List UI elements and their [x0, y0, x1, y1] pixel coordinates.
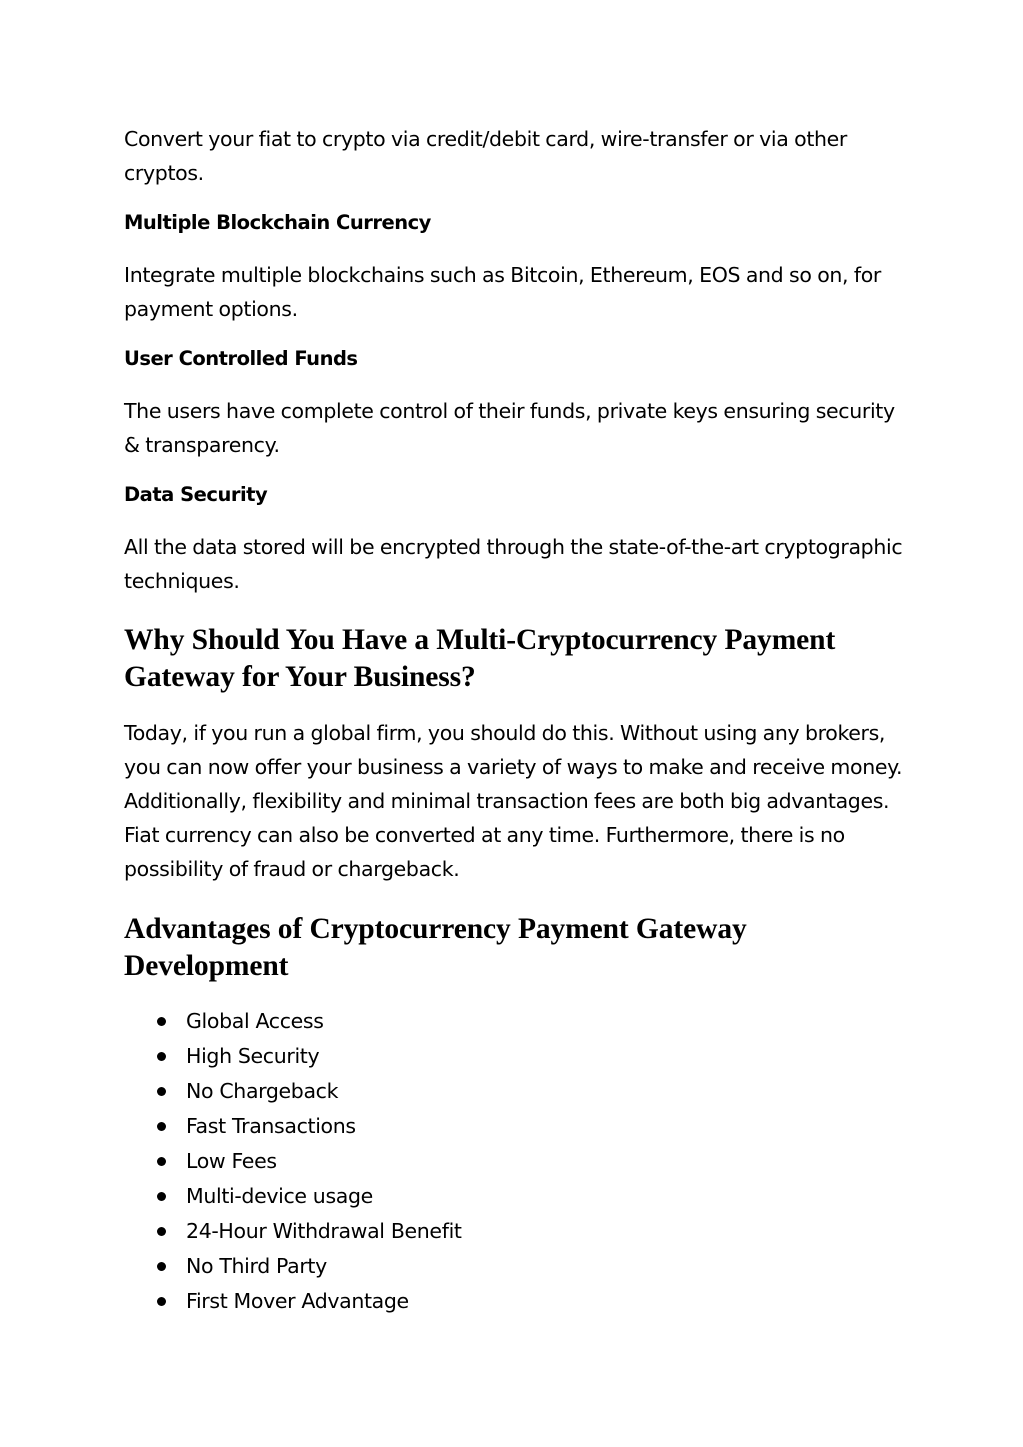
- user-controlled-heading: User Controlled Funds: [124, 347, 358, 370]
- convert-paragraph: Convert your fiat to crypto via credit/debit card, wire-transfer or via other cryptos.: [124, 127, 847, 185]
- data-security-paragraph: All the data stored will be encrypted through the state-of-the-art cryptographic techniques.: [124, 535, 903, 593]
- list-item-label: High Security: [186, 1044, 320, 1068]
- bullet-icon: [157, 1297, 166, 1306]
- bullet-icon: [157, 1227, 166, 1236]
- multiple-blockchain-paragraph: Integrate multiple blockchains such as Bitcoin, Ethereum, EOS and so on, for payment options.: [124, 263, 882, 321]
- bullet-icon: [157, 1017, 166, 1026]
- why-section-paragraph: Today, if you run a global firm, you should do this. Without using any brokers, you can now offer your business a variety of ways to make and receive money. Additionally, flexibility and minimal transaction fees are both big advantages. Fiat currency can also be converted at any time. Furthermore, there is no possibility of fraud or chargeback.: [124, 721, 903, 881]
- list-item-label: Low Fees: [186, 1149, 277, 1173]
- list-item-label: Multi-device usage: [186, 1184, 373, 1208]
- list-item-label: First Mover Advantage: [186, 1289, 409, 1313]
- why-section-heading: Why Should You Have a Multi-Cryptocurrency Payment Gateway for Your Business?: [124, 624, 836, 693]
- user-controlled-paragraph: The users have complete control of their funds, private keys ensuring security & transparency.: [124, 399, 895, 457]
- list-item: [124, 1144, 462, 1179]
- bullet-icon: [157, 1262, 166, 1271]
- list-item-label: No Chargeback: [186, 1079, 339, 1103]
- list-item-label: 24-Hour Withdrawal Benefit: [186, 1219, 462, 1243]
- bullet-icon: [157, 1087, 166, 1096]
- multiple-blockchain-heading: Multiple Blockchain Currency: [124, 211, 431, 234]
- list-item: [124, 1074, 462, 1109]
- list-item-label: No Third Party: [186, 1254, 327, 1278]
- data-security-heading: Data Security: [124, 483, 268, 506]
- list-item: [124, 1249, 462, 1284]
- list-item: [124, 1214, 462, 1249]
- list-item: [124, 1179, 462, 1214]
- list-item-label: Global Access: [186, 1009, 324, 1033]
- bullet-icon: [157, 1122, 166, 1131]
- list-item-label: Fast Transactions: [186, 1114, 356, 1138]
- bullet-icon: [157, 1052, 166, 1061]
- bullet-icon: [157, 1157, 166, 1166]
- bullet-icon: [157, 1192, 166, 1201]
- advantages-list: [124, 1004, 462, 1319]
- list-item: [124, 1109, 462, 1144]
- list-item: [124, 1004, 462, 1039]
- list-item: [124, 1284, 462, 1319]
- list-item: [124, 1039, 462, 1074]
- advantages-section-heading: Advantages of Cryptocurrency Payment Gateway Development: [124, 913, 747, 982]
